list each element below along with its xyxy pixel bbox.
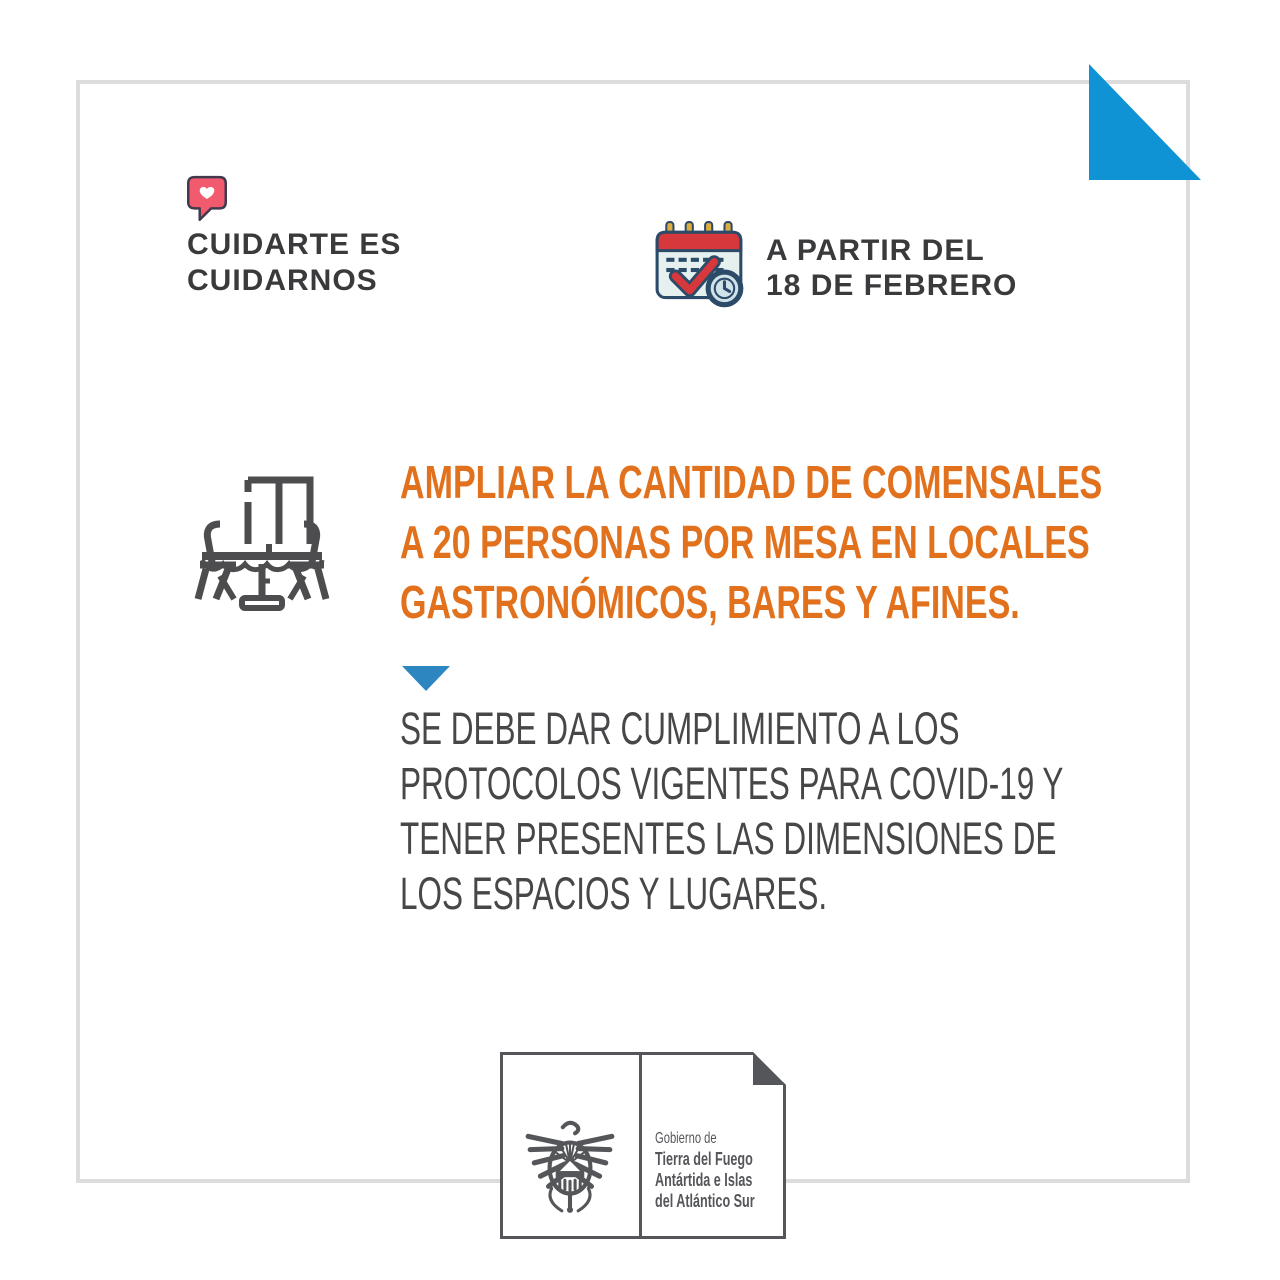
government-logo — [500, 1052, 786, 1239]
headline-line-2: A 20 PERSONAS POR MESA EN LOCALES — [400, 516, 1090, 568]
calendar-check-icon — [652, 220, 750, 318]
dining-table-icon — [186, 468, 338, 620]
logo-text — [655, 1128, 755, 1212]
body-line-2: PROTOCOLOS VIGENTES PARA COVID-19 Y — [400, 758, 1064, 809]
logo-org-line-1: Tierra del Fuego — [655, 1149, 753, 1169]
headline-line-1: AMPLIAR LA CANTIDAD DE COMENSALES — [400, 456, 1103, 508]
headline-line-3: GASTRONÓMICOS, BARES Y AFINES. — [400, 576, 1020, 628]
headline — [400, 452, 1102, 632]
slogan-line-1: CUIDARTE ES — [187, 228, 402, 261]
down-arrow-icon — [402, 666, 450, 691]
tierra-del-fuego-crest-icon — [521, 1116, 619, 1220]
effective-date-line-1: A PARTIR DEL — [766, 234, 985, 267]
slogan-line-2: CUIDARNOS — [187, 264, 378, 297]
logo-org-line-2: Antártida e Islas — [655, 1170, 753, 1190]
effective-date-line-2: 18 DE FEBRERO — [766, 269, 1018, 302]
body-line-1: SE DEBE DAR CUMPLIMIENTO A LOS — [400, 703, 960, 754]
slogan — [187, 227, 401, 299]
heart-bubble-icon — [186, 175, 228, 225]
logo-divider — [639, 1052, 642, 1239]
logo-fold-corner — [753, 1052, 786, 1085]
logo-org-prefix: Gobierno de — [655, 1130, 717, 1147]
body-line-3: TENER PRESENTES LAS DIMENSIONES DE — [400, 813, 1057, 864]
logo-org-line-3: del Atlántico Sur — [655, 1191, 755, 1211]
body-line-4: LOS ESPACIOS Y LUGARES. — [400, 868, 828, 919]
body-text — [400, 701, 1063, 921]
effective-date — [766, 233, 1017, 303]
